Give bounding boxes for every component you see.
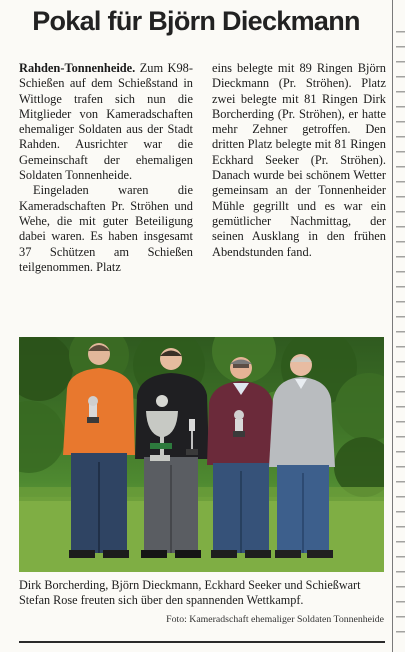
- article-dateline: Rahden-Tonnenheide.: [19, 61, 136, 75]
- article-column-right: [212, 61, 386, 260]
- article-paragraph-1: [19, 61, 193, 183]
- bottom-rule: [19, 641, 385, 643]
- article-photo: [19, 337, 384, 572]
- article-paragraph-2: Eingeladen waren die Kameradschaften Pr. Ströhen und Wehe, die mit guter Beteiligung dabei waren. Es haben insgesamt 37 Schützen am Schießen teilgenommen. Platz: [19, 183, 193, 274]
- article-column-left: [19, 61, 193, 275]
- person-eckhard-seeker: [207, 357, 275, 558]
- article-paragraph-1-text: Zum K98-Schießen auf dem Schießstand in Wittloge trafen sich nun die Mitglieder von Kameradschaften ehemaliger Soldaten aus der Stadt Rahden. Ausrichter war die Gemeinschaft der ehemaligen Soldaten Tonnenheide.: [19, 61, 193, 183]
- adjacent-column-text: [396, 20, 405, 640]
- person-dirk-borcherding: [63, 343, 135, 558]
- article-paragraph-3: eins belegte mit 89 Ringen Björn Dieckmann (Pr. Ströhen). Platz zwei belegte mit 81 Ringen Dirk Borcherding (Pr. Ströhen), er hatte mehr Zehner getroffen. Den dritten Platz belegte mit 81 Ringen Eckhard Seeker (Pr. Ströhen). Danach wurde bei schönem Wetter gemeinsam an der Tonnenheider Mühle gegrillt und es war ein gemütlicher Nachmittag, der seinen Ausklang in den frühen Abendstunden fand.: [212, 61, 386, 259]
- photo-credit: Foto: Kameradschaft ehemaliger Soldaten Tonnenheide: [166, 614, 384, 625]
- column-divider: [392, 0, 393, 652]
- photo-caption: Dirk Borcherding, Björn Dieckmann, Eckhard Seeker und Schießwart Stefan Rose freuten sich über den spannenden Wettkampf.: [19, 578, 361, 607]
- article-headline: Pokal für Björn Dieckmann: [32, 6, 360, 36]
- photo-illustration: [19, 337, 384, 572]
